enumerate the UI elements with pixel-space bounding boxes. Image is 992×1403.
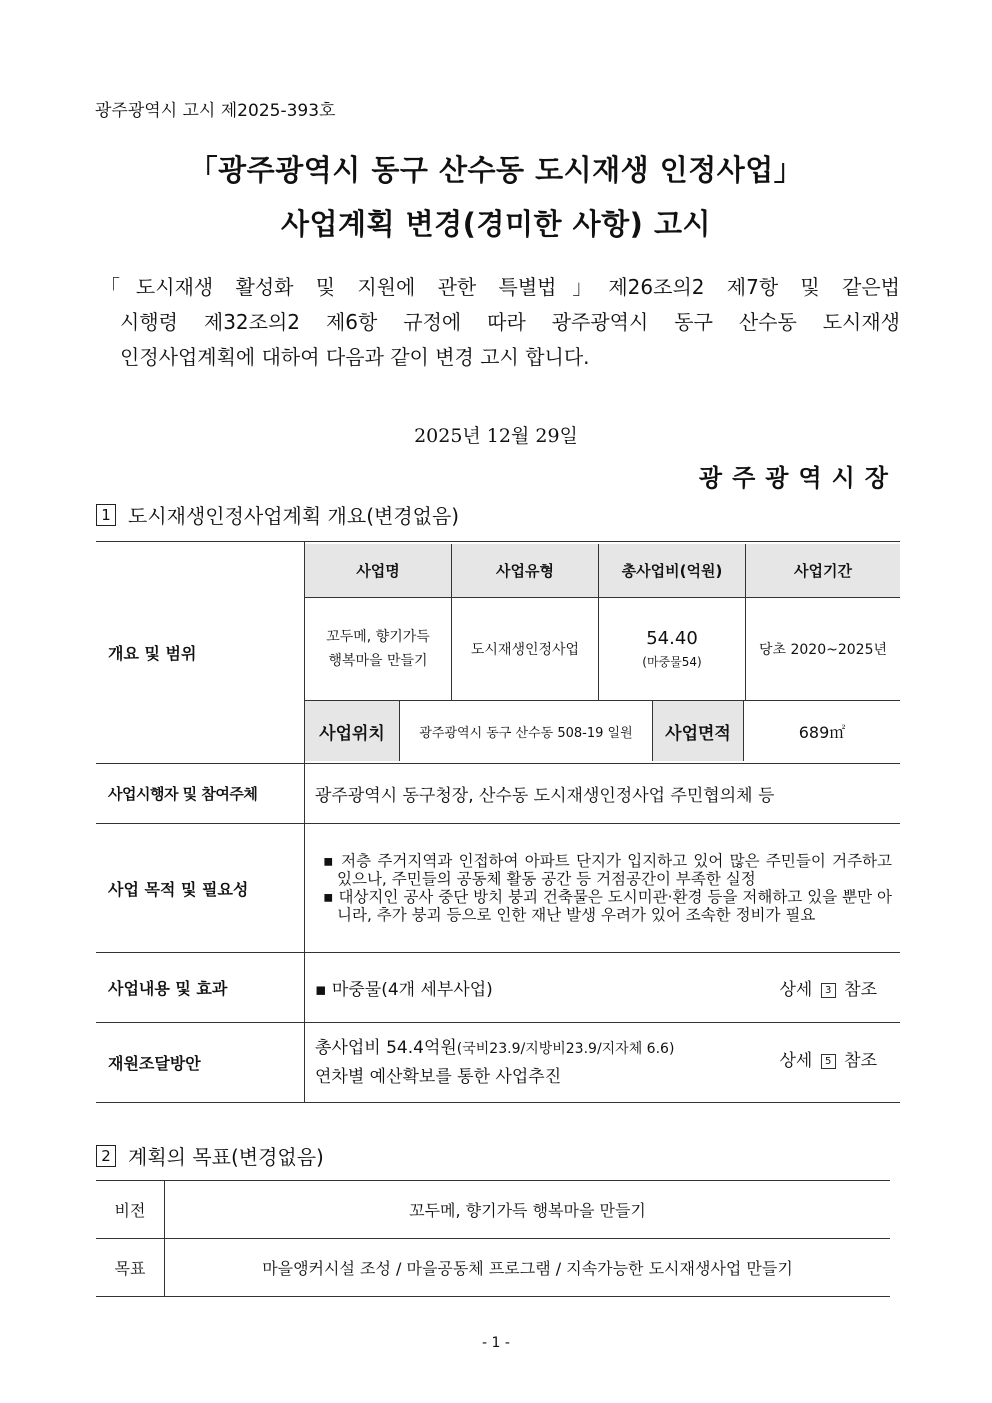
reference-suffix: 참조: [844, 980, 877, 1000]
reference-prefix: 상세: [779, 1051, 813, 1071]
location-table: [305, 701, 900, 761]
project-name-cell: [305, 598, 452, 701]
section-2-title: 계획의 목표(변경없음): [128, 1145, 324, 1169]
header-period: 사업기간: [746, 544, 901, 598]
section-1-heading: [96, 500, 459, 529]
reference-suffix: 참조: [844, 1051, 877, 1071]
total-cost-note: (마중물54): [642, 655, 702, 670]
section-number-box: 1: [96, 504, 116, 526]
purpose-bullet-2: ▪ 대상지인 공사 중단 방치 붕괴 건축물은 도시미관·환경 등을 저해하고 있을 뿐만 아니라, 추가 붕괴 등으로 인한 재난 발생 우려가 있어 조속한 정비가 필요: [323, 888, 892, 924]
content-reference: [779, 975, 877, 1000]
overview-table: [96, 541, 900, 1103]
funding-reference: [779, 1047, 877, 1075]
content-value: ▪ 마중물(4개 세부사업): [315, 980, 493, 1000]
section-1-title: 도시재생인정사업계획 개요(변경없음): [128, 504, 460, 528]
funding-total: 총사업비 54.4억원: [315, 1038, 457, 1058]
area-value: 689㎡: [744, 701, 901, 761]
goal-table: [96, 1180, 890, 1297]
header-project-name: 사업명: [305, 544, 452, 598]
vision-label: 비전: [96, 1181, 165, 1239]
purpose-cell: [305, 824, 901, 953]
purpose-bullet-1: ▪ 저층 주거지역과 인접하여 아파트 단지가 입지하고 있어 많은 주민들이 거주하고 있으나, 주민들의 공동체 활동 공간 등 거점공간이 부족한 실정: [323, 852, 892, 888]
total-cost-cell: [599, 598, 746, 701]
executor-value: 광주광역시 동구청장, 산수동 도시재생인정사업 주민협의체 등: [305, 764, 901, 824]
funding-cell: [305, 1023, 901, 1103]
purpose-label: 사업 목적 및 필요성: [96, 824, 305, 953]
header-total-cost: 총사업비(억원): [599, 544, 746, 598]
project-type: 도시재생인정사업: [452, 598, 599, 701]
reference-prefix: 상세: [779, 980, 813, 1000]
goal-label: 목표: [96, 1239, 165, 1297]
project-period: 당초 2020~2025년: [746, 598, 901, 701]
funding-line-2: 연차별 예산확보를 통한 사업추진: [315, 1067, 562, 1087]
section-number-box: 2: [96, 1145, 116, 1167]
goal-value: 마을앵커시설 조성 / 마을공동체 프로그램 / 지속가능한 도시재생사업 만들기: [165, 1239, 891, 1297]
header-project-type: 사업유형: [452, 544, 599, 598]
location-label: 사업위치: [305, 701, 400, 761]
content-label: 사업내용 및 효과: [96, 953, 305, 1023]
issuer: 광주광역시장: [698, 463, 898, 492]
title-line-2: 사업계획 변경(경미한 사항) 고시: [281, 207, 711, 241]
reference-number-box: 3: [821, 983, 836, 998]
intro-line-2: 시행령 제32조의2 제6항 규정에 따라 광주광역시 동구 산수동 도시재생: [120, 310, 900, 334]
area-label: 사업면적: [653, 701, 744, 761]
notice-number: 광주광역시 고시 제2025-393호: [95, 101, 336, 121]
content-cell: [305, 953, 901, 1023]
location-value: 광주광역시 동구 산수동 508-19 일원: [400, 701, 653, 761]
intro-line-3: 인정사업계획에 대하여 다음과 같이 변경 고시 합니다.: [120, 345, 590, 369]
funding-label: 재원조달방안: [96, 1023, 305, 1103]
project-name-line-1: 꼬두메, 향기가득: [326, 629, 430, 646]
vision-value: 꼬두메, 향기가득 행복마을 만들기: [165, 1181, 891, 1239]
funding-breakdown: (국비23.9/지방비23.9/지자체 6.6): [456, 1041, 675, 1057]
total-cost: 54.40: [646, 628, 698, 650]
executor-label: 사업시행자 및 참여주체: [96, 764, 305, 824]
section-2-heading: [96, 1141, 324, 1170]
overview-inner-table: [305, 544, 900, 702]
project-name-line-2: 행복마을 만들기: [328, 653, 428, 670]
title-line-1: 「광주광역시 동구 산수동 도시재생 인정사업」: [188, 153, 804, 187]
reference-number-box: 5: [821, 1054, 836, 1069]
overview-label: 개요 및 범위: [96, 542, 305, 764]
intro-paragraph: [100, 270, 900, 375]
notice-date: 2025년 12월 29일: [414, 425, 578, 447]
intro-line-1: 「도시재생 활성화 및 지원에 관한 특별법」제26조의2 제7항 및 같은법: [100, 275, 900, 299]
page-number: - 1 -: [482, 1335, 510, 1351]
